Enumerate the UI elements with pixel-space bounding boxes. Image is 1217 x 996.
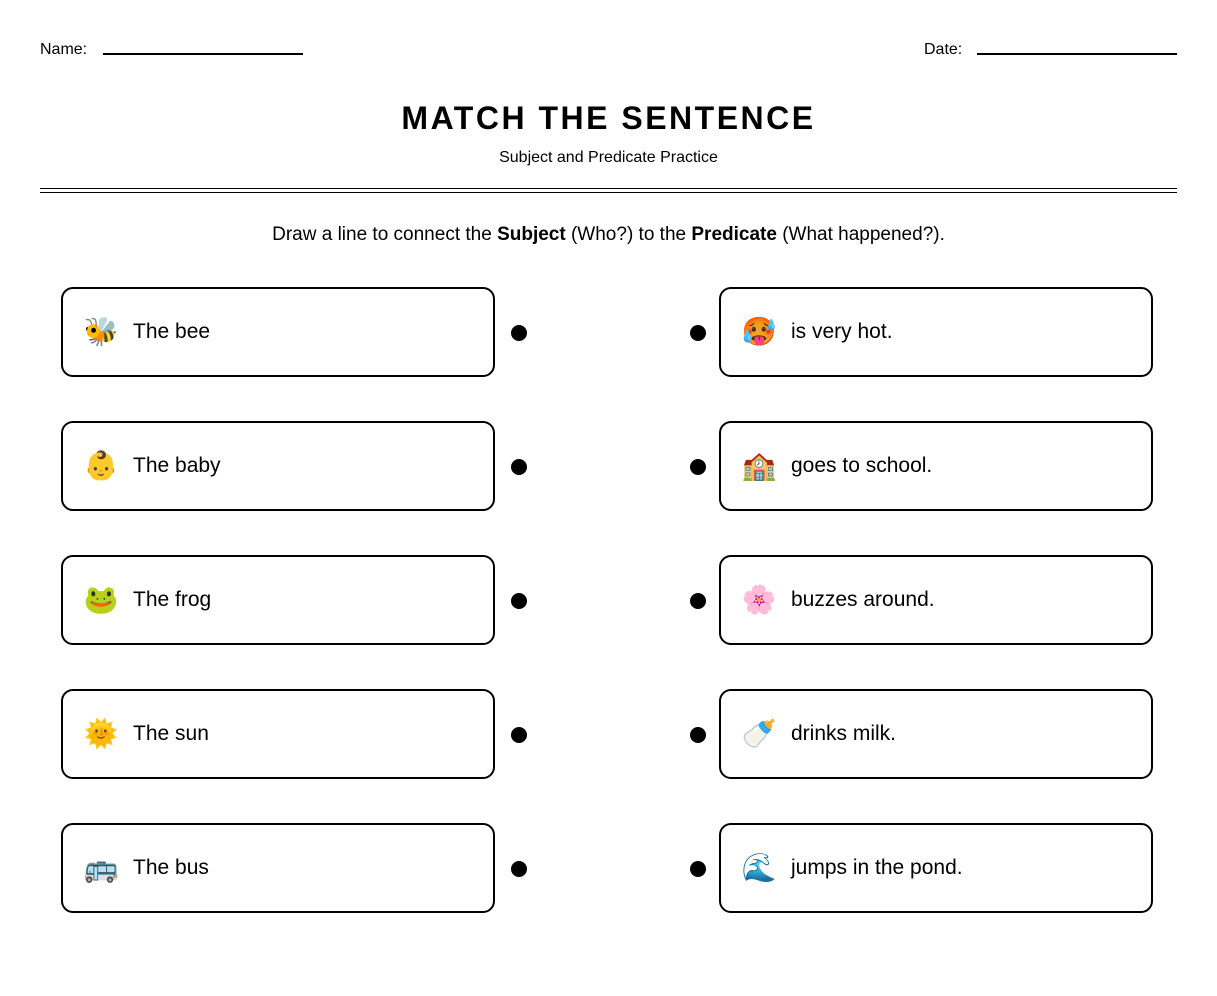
predicate-card <box>719 823 1153 913</box>
subject-card <box>61 421 495 511</box>
date-label: Date: <box>924 41 963 58</box>
predicate-text: jumps in the pond. <box>791 856 963 879</box>
subject-connector-dot[interactable] <box>511 459 527 475</box>
sun-icon: 🌞 <box>83 718 119 749</box>
predicate-text: buzzes around. <box>791 588 935 611</box>
baby-icon: 👶 <box>83 450 119 481</box>
date-field-line[interactable] <box>977 53 1177 55</box>
instr-predicate: Predicate <box>691 224 777 245</box>
subject-card <box>61 287 495 377</box>
name-label: Name: <box>40 41 88 58</box>
predicate-connector-dot[interactable] <box>690 861 706 877</box>
predicate-card <box>719 287 1153 377</box>
predicate-connector-dot[interactable] <box>690 593 706 609</box>
frog-icon: 🐸 <box>83 584 119 615</box>
subject-text: The bee <box>133 320 211 343</box>
instructions <box>0 224 1217 246</box>
subject-connector-dot[interactable] <box>511 727 527 743</box>
predicate-text: drinks milk. <box>791 722 897 745</box>
subject-text: The bus <box>133 856 209 879</box>
name-field-line[interactable] <box>103 53 303 55</box>
subject-connector-dot[interactable] <box>511 593 527 609</box>
subject-connector-dot[interactable] <box>511 861 527 877</box>
hot-face-icon: 🥵 <box>741 316 777 347</box>
subject-card <box>61 823 495 913</box>
baby-bottle-icon: 🍼 <box>741 718 777 749</box>
blossom-icon: 🌸 <box>741 584 777 615</box>
page-subtitle: Subject and Predicate Practice <box>499 149 718 166</box>
predicate-card <box>719 689 1153 779</box>
predicate-text: is very hot. <box>791 320 893 343</box>
school-icon: 🏫 <box>741 450 777 481</box>
predicate-connector-dot[interactable] <box>690 459 706 475</box>
subject-connector-dot[interactable] <box>511 325 527 341</box>
subject-card <box>61 555 495 645</box>
bee-icon: 🐝 <box>83 316 119 347</box>
predicate-card <box>719 555 1153 645</box>
divider <box>40 192 1177 193</box>
subject-text: The frog <box>133 588 212 611</box>
instr-text: (What happened?). <box>776 224 945 245</box>
predicate-connector-dot[interactable] <box>690 325 706 341</box>
predicate-card <box>719 421 1153 511</box>
subject-text: The baby <box>133 454 221 477</box>
instr-text: (Who?) to the <box>565 224 692 245</box>
subject-card <box>61 689 495 779</box>
page-title: MATCH THE SENTENCE <box>401 100 816 136</box>
wave-icon: 🌊 <box>741 852 777 883</box>
subject-text: The sun <box>133 722 209 745</box>
predicate-connector-dot[interactable] <box>690 727 706 743</box>
bus-icon: 🚌 <box>83 852 119 883</box>
predicate-text: goes to school. <box>791 454 933 477</box>
instr-text: Draw a line to connect the <box>272 224 498 245</box>
divider <box>40 188 1177 189</box>
instr-subject: Subject <box>497 224 566 245</box>
